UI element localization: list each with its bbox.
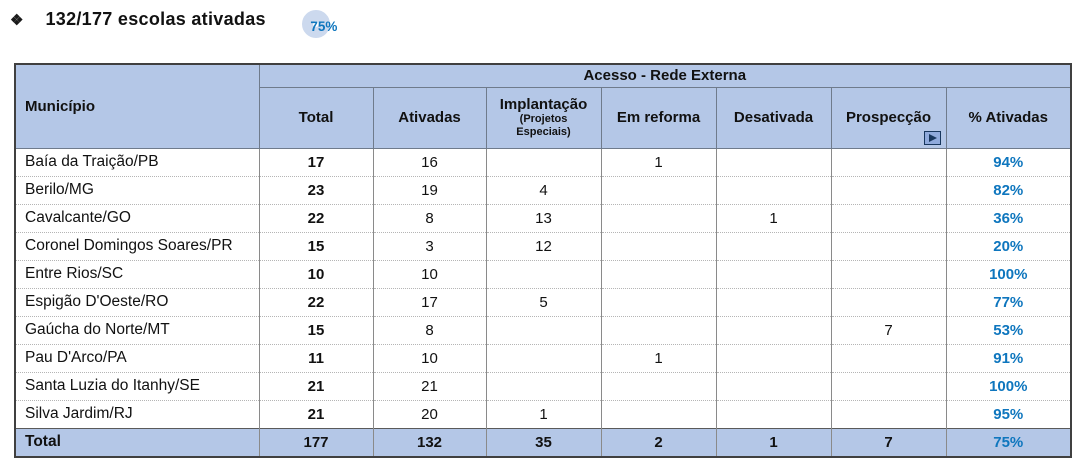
pct-ativadas-cell: 36% [946,204,1071,232]
column-header-desativada: Desativada [716,87,831,148]
column-header-pct-ativadas: % Ativadas [946,87,1071,148]
implantacao-cell: 13 [486,204,601,232]
ativadas-cell: 20 [373,400,486,428]
prospeccao-cell [831,176,946,204]
page-header [10,8,1086,50]
table-row [15,176,1071,204]
diamond-bullet-icon: ❖ [10,12,24,29]
implantacao-cell [486,148,601,176]
column-header-total: Total [259,87,373,148]
em-reforma-cell [601,232,716,260]
table-row [15,316,1071,344]
ativadas-cell: 8 [373,316,486,344]
total-cell: 22 [259,204,373,232]
municipio-cell: Espigão D'Oeste/RO [15,288,259,316]
prospeccao-label: Prospecção [845,109,932,126]
column-header-implantacao [486,87,601,148]
prospeccao-cell [831,400,946,428]
ativadas-cell: 21 [373,372,486,400]
desativada-cell: 1 [716,428,831,457]
table-row [15,288,1071,316]
municipio-cell: Total [15,428,259,457]
play-triangle-icon[interactable] [924,131,941,145]
em-reforma-cell [601,176,716,204]
ativadas-cell: 8 [373,204,486,232]
total-cell: 11 [259,344,373,372]
municipio-cell: Baía da Traição/PB [15,148,259,176]
total-cell: 21 [259,400,373,428]
pct-ativadas-cell: 100% [946,260,1071,288]
desativada-cell [716,260,831,288]
prospeccao-cell: 7 [831,428,946,457]
total-cell: 17 [259,148,373,176]
table-footer [15,428,1071,457]
percent-gauge [300,8,354,45]
implantacao-label: Implantação [499,96,588,114]
implantacao-cell: 12 [486,232,601,260]
pct-ativadas-cell: 91% [946,344,1071,372]
column-header-municipio: Município [15,64,259,148]
prospeccao-cell [831,232,946,260]
pct-ativadas-cell: 82% [946,176,1071,204]
desativada-cell [716,372,831,400]
column-header-prospeccao [831,87,946,148]
header-group-row [15,64,1071,87]
table-row [15,148,1071,176]
implantacao-cell: 35 [486,428,601,457]
table-row [15,400,1071,428]
column-header-ativadas: Ativadas [373,87,486,148]
page-title: 132/177 escolas ativadas [45,9,266,29]
prospeccao-cell [831,260,946,288]
implantacao-cell [486,344,601,372]
desativada-cell [716,288,831,316]
prospeccao-cell [831,344,946,372]
ativadas-cell: 10 [373,260,486,288]
municipio-cell: Berilo/MG [15,176,259,204]
implantacao-cell: 4 [486,176,601,204]
municipio-cell: Gaúcha do Norte/MT [15,316,259,344]
pct-ativadas-cell: 94% [946,148,1071,176]
em-reforma-cell [601,260,716,288]
desativada-cell: 1 [716,204,831,232]
total-cell: 177 [259,428,373,457]
column-header-em-reforma: Em reforma [601,87,716,148]
em-reforma-cell [601,288,716,316]
ativadas-cell: 16 [373,148,486,176]
implantacao-cell: 5 [486,288,601,316]
em-reforma-cell [601,204,716,232]
municipio-cell: Pau D'Arco/PA [15,344,259,372]
triangle-glyph [929,134,937,142]
table-row [15,204,1071,232]
prospeccao-cell: 7 [831,316,946,344]
pct-ativadas-cell: 75% [946,428,1071,457]
em-reforma-cell [601,372,716,400]
pct-ativadas-cell: 20% [946,232,1071,260]
table-row [15,260,1071,288]
municipio-cell: Cavalcante/GO [15,204,259,232]
em-reforma-cell: 2 [601,428,716,457]
desativada-cell [716,400,831,428]
table-row [15,344,1071,372]
schools-table [14,63,1072,458]
municipio-cell: Entre Rios/SC [15,260,259,288]
municipio-cell: Silva Jardim/RJ [15,400,259,428]
table-row [15,372,1071,400]
ativadas-cell: 19 [373,176,486,204]
total-cell: 15 [259,232,373,260]
total-cell: 15 [259,316,373,344]
total-cell: 10 [259,260,373,288]
em-reforma-cell: 1 [601,344,716,372]
ativadas-cell: 3 [373,232,486,260]
ativadas-cell: 10 [373,344,486,372]
pct-ativadas-cell: 100% [946,372,1071,400]
pct-ativadas-cell: 77% [946,288,1071,316]
prospeccao-cell [831,372,946,400]
pct-ativadas-cell: 53% [946,316,1071,344]
implantacao-sublabel-2: Especiais) [516,126,571,138]
implantacao-cell [486,260,601,288]
ativadas-cell: 132 [373,428,486,457]
total-cell: 21 [259,372,373,400]
desativada-cell [716,176,831,204]
municipio-cell: Santa Luzia do Itanhy/SE [15,372,259,400]
implantacao-cell [486,316,601,344]
municipio-cell: Coronel Domingos Soares/PR [15,232,259,260]
table-body [15,148,1071,428]
total-row [15,428,1071,457]
desativada-cell [716,316,831,344]
prospeccao-cell [831,204,946,232]
total-cell: 22 [259,288,373,316]
gauge-value: 75% [310,19,338,34]
desativada-cell [716,148,831,176]
implantacao-cell [486,372,601,400]
desativada-cell [716,344,831,372]
em-reforma-cell [601,400,716,428]
group-header-acesso-rede-externa: Acesso - Rede Externa [259,64,1071,87]
em-reforma-cell: 1 [601,148,716,176]
implantacao-cell: 1 [486,400,601,428]
table-row [15,232,1071,260]
ativadas-cell: 17 [373,288,486,316]
total-cell: 23 [259,176,373,204]
desativada-cell [716,232,831,260]
prospeccao-cell [831,148,946,176]
pct-ativadas-cell: 95% [946,400,1071,428]
prospeccao-cell [831,288,946,316]
implantacao-sublabel-1: (Projetos [519,113,568,126]
em-reforma-cell [601,316,716,344]
